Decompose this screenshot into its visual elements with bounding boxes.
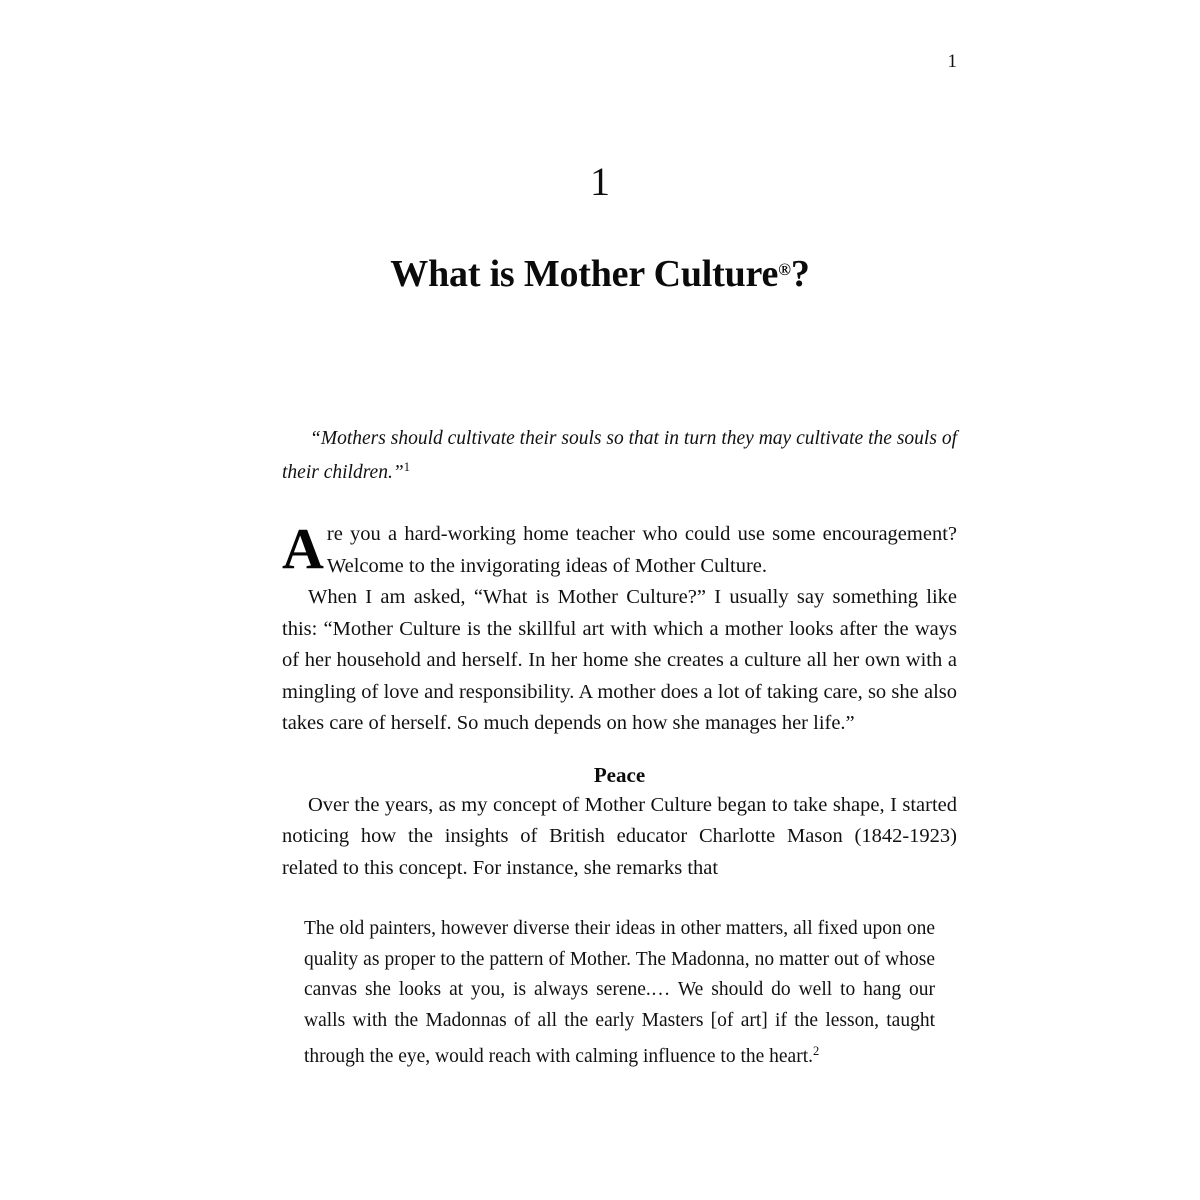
chapter-number: 1 (590, 159, 610, 204)
definition-paragraph: When I am asked, “What is Mother Culture?” I usually say something like this: “Mother Culture is the skillful art with which a mother looks after the ways of her household and herself. In her home she creates a culture all her own with a mingling of love and responsibility. A mother does a lot of taking care, so she also takes care of herself. So much depends on how she manages her life.” (282, 586, 957, 734)
block-quote-footnote-marker: 2 (813, 1044, 820, 1058)
opening-paragraph (282, 516, 957, 582)
chapter-title-suffix: ? (790, 253, 810, 296)
page-number: 1 (947, 51, 957, 72)
epigraph-text: “Mothers should cultivate their souls so that in turn they may cultivate the souls of their children.” (282, 428, 957, 483)
block-quote-text: The old painters, however diverse their ideas in other matters, all fixed upon one quality as proper to the pattern of Mother. The Madonna, no matter out of whose canvas she looks at you, is always serene.… We should do well to hang our walls with the Madonnas of all the early Masters [of art] if the lesson, taught through the eye, would reach with calming influence to the heart. (304, 918, 935, 1067)
text-column (282, 424, 957, 1073)
epigraph-footnote-marker: 1 (403, 460, 410, 474)
page-title (0, 253, 1200, 297)
section-heading-peace: Peace (593, 762, 646, 787)
epigraph (282, 424, 957, 487)
opening-paragraph-text: re you a hard-working home teacher who could use some encouragement? Welcome to the invigorating ideas of Mother Culture. (326, 523, 957, 577)
chapter-title-text: What is Mother Culture (390, 253, 779, 296)
section-paragraph: Over the years, as my concept of Mother Culture began to take shape, I started noticing how the insights of British educator Charlotte Mason (1842-1923) related to this concept. For instance, she remarks that (282, 793, 957, 879)
registered-trademark-icon: ® (778, 260, 791, 280)
drop-cap: A (282, 516, 324, 581)
block-quote (304, 914, 935, 1073)
